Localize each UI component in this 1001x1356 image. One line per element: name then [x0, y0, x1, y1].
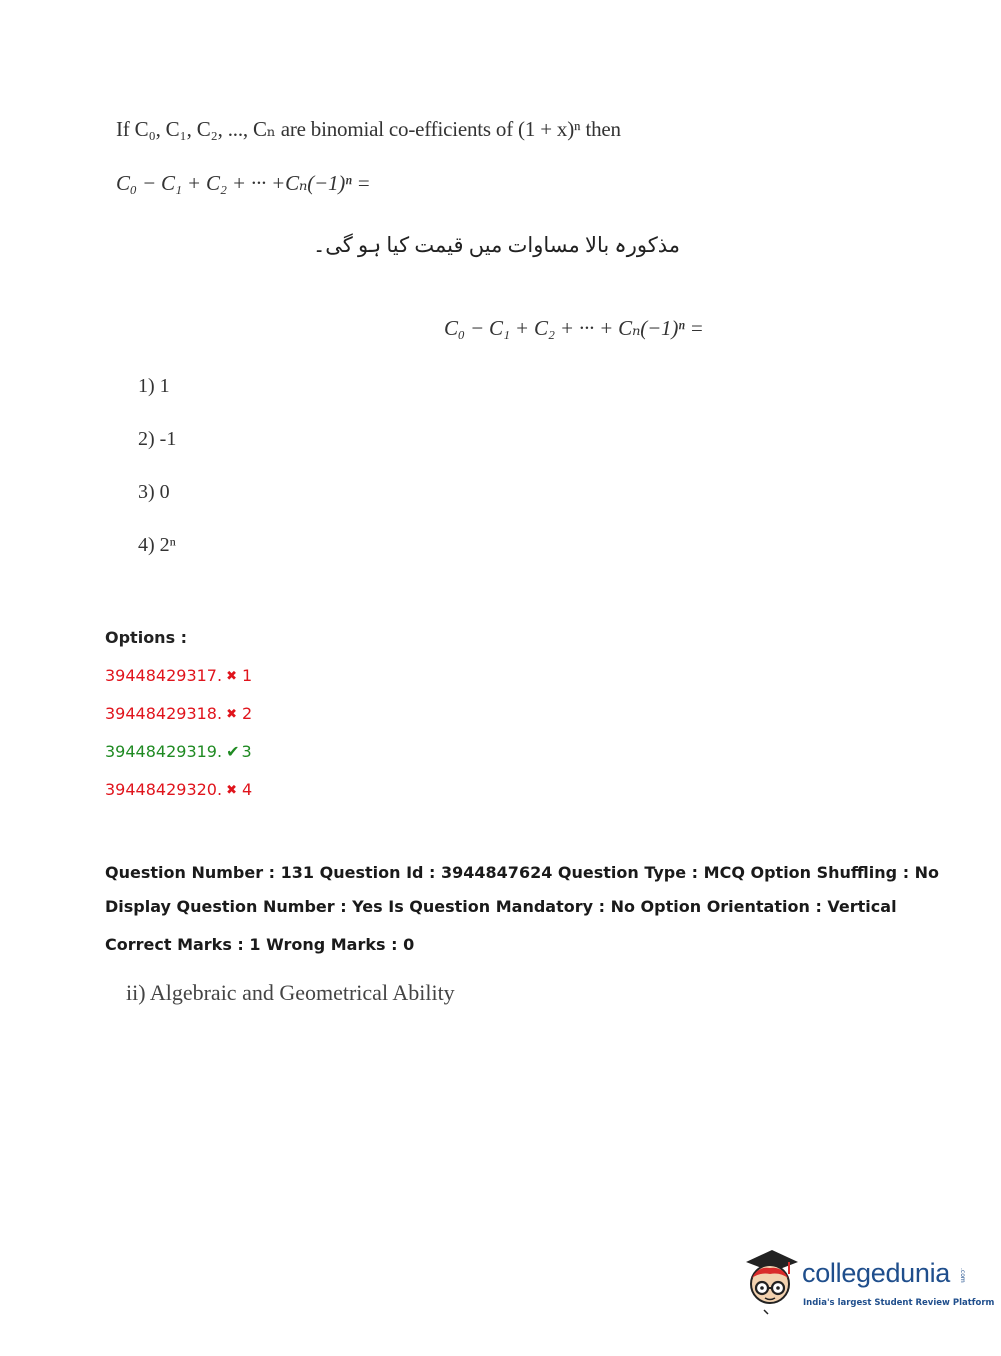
option-row — [105, 780, 252, 799]
choice-item: 4) 2ⁿ — [138, 534, 176, 556]
option-row — [105, 704, 252, 723]
cross-icon: ✖ — [226, 707, 237, 722]
option-id: 39448429317. — [105, 666, 223, 685]
section-title: ii) Algebraic and Geometrical Ability — [126, 980, 455, 1005]
option-label: 2 — [241, 704, 253, 723]
question-english-line-1: If C₀, C₁, C₂, ..., Cₙ are binomial co-efficients of (1 + x)ⁿ then — [116, 117, 621, 141]
mascot-icon — [740, 1248, 802, 1318]
choice-item: 2) -1 — [138, 428, 177, 450]
question-meta-line-3: Correct Marks : 1 Wrong Marks : 0 — [105, 935, 415, 954]
choice-item: 3) 0 — [138, 481, 170, 503]
option-row — [105, 742, 252, 761]
options-heading: Options : — [105, 628, 188, 647]
option-id: 39448429319. — [105, 742, 223, 761]
option-label: 4 — [241, 780, 253, 799]
option-id: 39448429318. — [105, 704, 223, 723]
option-row — [105, 666, 252, 685]
question-meta-line-1: Question Number : 131 Question Id : 3944847624 Question Type : MCQ Option Shuffling : No — [105, 863, 940, 882]
question-urdu-expression: C₀ − C₁ + C₂ + ··· + Cₙ(−1)ⁿ = — [444, 316, 704, 340]
option-label: 3 — [241, 742, 252, 761]
cross-icon: ✖ — [226, 783, 237, 798]
question-urdu-line: مذکورہ بالا مساوات میں قیمت کیا ہو گی۔ — [312, 233, 680, 257]
question-meta-line-2: Display Question Number : Yes Is Question Mandatory : No Option Orientation : Vertical — [105, 897, 897, 916]
check-icon: ✔ — [226, 742, 240, 761]
option-id: 39448429320. — [105, 780, 223, 799]
choice-item: 1) 1 — [138, 375, 170, 397]
question-english-line-2: C₀ − C₁ + C₂ + ··· +Cₙ(−1)ⁿ = — [116, 171, 371, 195]
logo-suffix: .com — [959, 1268, 966, 1283]
logo-wordmark: collegedunia — [802, 1258, 951, 1288]
collegedunia-logo — [740, 1248, 995, 1318]
option-label: 1 — [241, 666, 253, 685]
cross-icon: ✖ — [226, 669, 237, 684]
logo-tagline: India's largest Student Review Platform — [803, 1298, 995, 1308]
